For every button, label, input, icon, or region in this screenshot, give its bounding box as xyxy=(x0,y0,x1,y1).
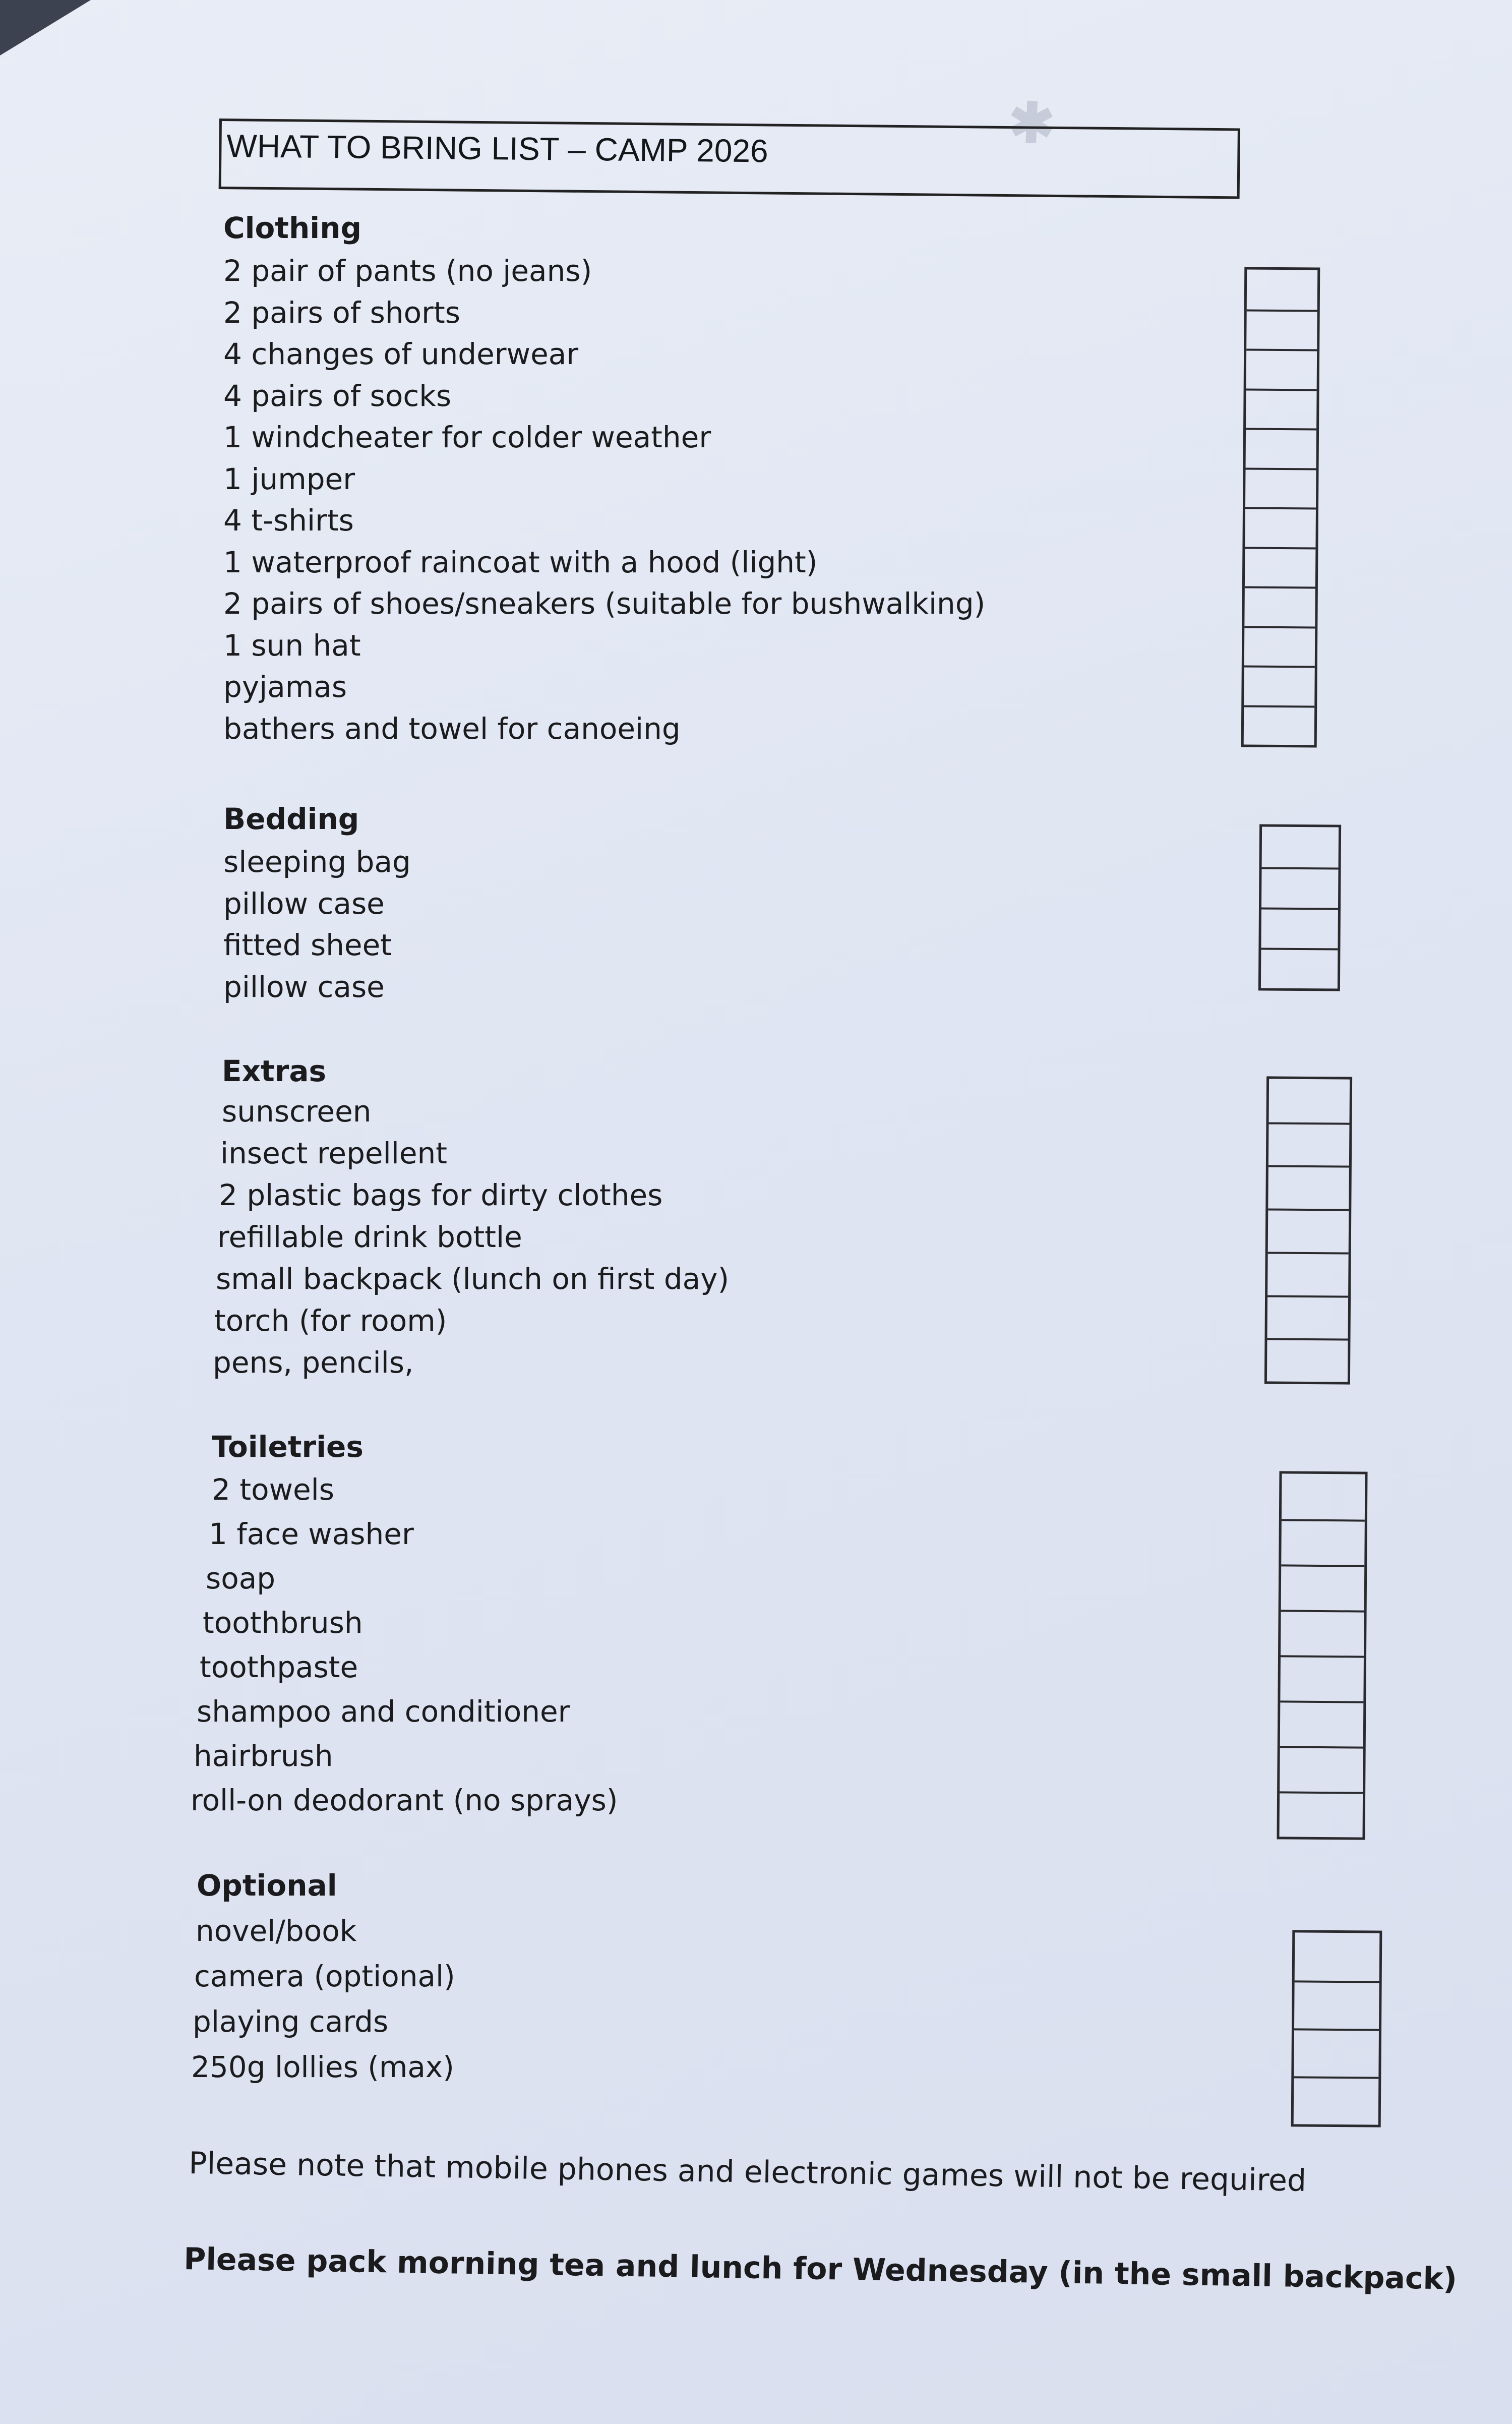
list-item: 2 towels xyxy=(212,1472,335,1507)
list-item: soap xyxy=(206,1561,276,1595)
checkbox-divider xyxy=(1245,547,1315,549)
section-heading-clothing: Clothing xyxy=(223,211,361,245)
note-mobile-phones: Please note that mobile phones and electronic games will not be required xyxy=(188,2146,1307,2199)
checkbox-divider xyxy=(1280,1700,1363,1703)
checkbox-divider xyxy=(1268,1252,1349,1254)
checkbox-divider xyxy=(1281,1610,1364,1612)
list-item: roll-on deodorant (no sprays) xyxy=(191,1783,618,1817)
list-item: pillow case xyxy=(223,886,385,921)
checkbox-divider xyxy=(1244,666,1315,668)
page-title: WHAT TO BRING LIST – CAMP 2026 xyxy=(226,128,768,169)
checkbox-divider xyxy=(1280,1791,1363,1794)
checkbox-divider xyxy=(1268,1209,1349,1211)
list-item: bathers and towel for canoeing xyxy=(223,711,681,746)
list-item: refillable drink bottle xyxy=(217,1220,522,1254)
checkbox-divider xyxy=(1294,2076,1378,2079)
list-item: 250g lollies (max) xyxy=(191,2050,454,2084)
checkbox-divider xyxy=(1246,428,1316,431)
page-corner-shadow xyxy=(0,0,91,55)
list-item: 4 t-shirts xyxy=(223,503,354,538)
checkbox-divider xyxy=(1294,2028,1379,2031)
checkbox-divider xyxy=(1281,1655,1364,1658)
checkbox-column-optional xyxy=(1291,1930,1382,2127)
section-heading-optional: Optional xyxy=(197,1868,337,1903)
section-heading-toiletries: Toiletries xyxy=(212,1430,364,1464)
list-item: pyjamas xyxy=(223,670,347,704)
list-item: hairbrush xyxy=(194,1739,333,1773)
checkbox-divider xyxy=(1268,1122,1349,1125)
bleed-through-logo: ✱ xyxy=(1007,91,1056,155)
checkbox-column-toiletries xyxy=(1277,1471,1367,1840)
checkbox-divider xyxy=(1244,626,1315,628)
list-item: insect repellent xyxy=(220,1136,448,1170)
list-item: 2 pairs of shorts xyxy=(223,295,460,330)
list-item: 1 windcheater for colder weather xyxy=(223,420,711,454)
checkbox-divider xyxy=(1268,1165,1349,1168)
list-item: toothpaste xyxy=(200,1650,358,1684)
list-item: pillow case xyxy=(223,969,385,1004)
list-item: 2 plastic bags for dirty clothes xyxy=(219,1178,663,1212)
checkbox-divider xyxy=(1295,1980,1379,1983)
checkbox-divider xyxy=(1244,705,1314,707)
checkbox-divider xyxy=(1246,349,1317,351)
checkbox-divider xyxy=(1281,1564,1364,1567)
list-item: 1 waterproof raincoat with a hood (light) xyxy=(223,545,818,579)
list-item: 4 pairs of socks xyxy=(223,378,452,413)
checkbox-divider xyxy=(1267,1295,1348,1297)
checkbox-divider xyxy=(1282,1519,1365,1521)
list-item: toothbrush xyxy=(203,1606,363,1640)
list-item: playing cards xyxy=(193,2004,389,2039)
list-item: shampoo and conditioner xyxy=(197,1694,570,1729)
list-item: sunscreen xyxy=(222,1094,372,1129)
list-item: torch (for room) xyxy=(214,1304,447,1338)
checkbox-divider xyxy=(1245,507,1316,510)
list-item: pens, pencils, xyxy=(213,1345,414,1380)
checkbox-column-bedding xyxy=(1258,824,1341,991)
checkbox-divider xyxy=(1280,1746,1363,1748)
checkbox-divider xyxy=(1246,388,1317,391)
section-heading-extras: Extras xyxy=(222,1054,327,1088)
list-item: 2 pair of pants (no jeans) xyxy=(223,254,592,288)
list-item: 2 pairs of shoes/sneakers (suitable for bushwalking) xyxy=(223,586,986,621)
list-item: fitted sheet xyxy=(223,928,392,962)
checkbox-divider xyxy=(1262,867,1339,869)
section-heading-bedding: Bedding xyxy=(223,802,359,836)
list-item: 1 face washer xyxy=(209,1517,414,1551)
note-pack-lunch: Please pack morning tea and lunch for Wednesday (in the small backpack) xyxy=(183,2241,1458,2297)
list-item: novel/book xyxy=(196,1914,357,1948)
checkbox-divider xyxy=(1245,586,1315,589)
list-item: camera (optional) xyxy=(194,1959,455,1993)
list-item: 4 changes of underwear xyxy=(223,337,579,371)
list-item: small backpack (lunch on first day) xyxy=(216,1262,730,1296)
checkbox-column-clothing xyxy=(1241,267,1320,747)
title-box xyxy=(219,119,1240,199)
checkbox-divider xyxy=(1246,467,1316,470)
list-item: 1 sun hat xyxy=(223,628,361,663)
checkbox-divider xyxy=(1261,948,1338,950)
list-item: sleeping bag xyxy=(223,845,411,879)
list-item: 1 jumper xyxy=(223,461,355,496)
checkbox-divider xyxy=(1247,309,1317,312)
checkbox-column-extras xyxy=(1264,1076,1352,1384)
checkbox-divider xyxy=(1261,907,1338,910)
checkbox-divider xyxy=(1267,1338,1348,1341)
